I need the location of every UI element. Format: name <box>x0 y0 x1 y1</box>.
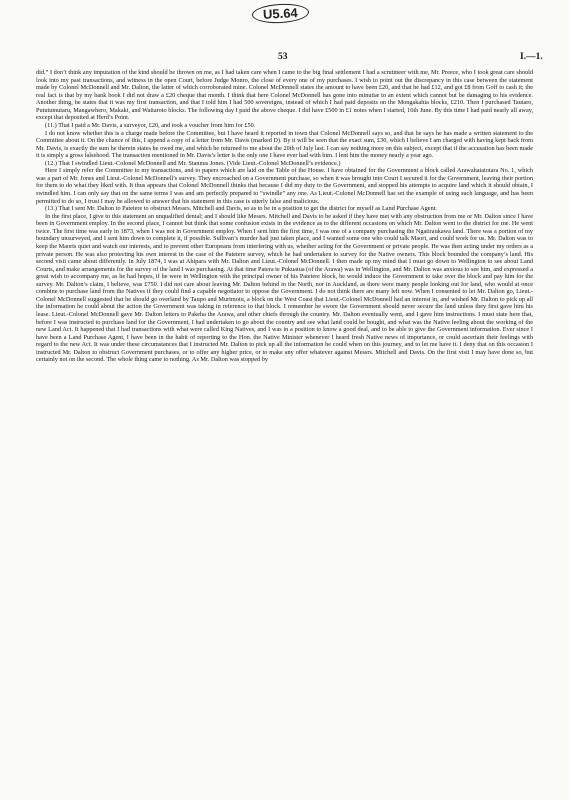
handwritten-reference-stamp: U5.64 <box>252 3 310 25</box>
paragraph: (13.) That I sent Mr. Dalton to Patetere to obstruct Messrs. Mitchell and Davis, so as to be in a position to get the district for myself as Land Purchase Agent. <box>45 205 437 213</box>
body-text <box>36 69 533 364</box>
paragraph: In the first place, I give to this statement an unqualified denial; and I should like Messrs. Mitchell and Davis to be asked if they have met with any obstruction from me or Mr. Dalton since I have been in Government employ. In the second place, I cannot but think that some confusion exists in the evidence as to the different occasions on which Mr. Dalton went to the district for me. He went twice. The first time was early in 1873, when I was not in Government employ. When I sent him the first time, I was one of a company purchasing the Ngatiraukawa land. There was a portion of my boundary unsurveyed, and I sent him down to complete it, if possible. Sullivan’s murder had just taken place, and I wanted some one who could talk Maori, and could work for us. Mr. Dalton was to keep the Maoris quiet and watch our interests, and to prevent other Europeans from interfering with us, whether acting for the Government or private people. He was then acting under my orders as a private person. He was also protecting his own interest in the case of the Patetere survey, which he had undertaken to survey for the Native owners. This block bounded the company’s land. His second visit came about differently. In July 1874, I was at Ahipara with Mr. Dalton and Lieut.-Colonel McDonnell. I then made up my mind that I must go down to Wellington to see about Land Courts, and make arrangements for the survey of the land I was purchasing. At that time Patera te Pukuatua (of the Arawa) was in Wellington, and Mr. Dalton was anxious to see him, and expressed a great wish to accompany me, as he had hopes, if he were in Wellington with the principal owner of his Patetere block, he would induce the Government to take over the block and pay him for the survey. Mr. Dalton’s claim, I believe, was £750. I did not care about leaving Mr. Dalton behind in the North, nor in Auckland, as there were many people looking out for land, who would at once combine to purchase land from the Natives if they could find a capable negotiator to oppose the Government. I do not think there are many left now. When I consented to let Mr. Dalton go, Lieut.-Colonel McDonnell suggested that he should go overland by Taupo and Murimotu, a block on the West Coast that Lieut.-Colonel McDonnell had an interest in, and wished Mr. Dalton to pick up all the information he could about the action the Government was taking in reference to that block. I remember he swore the Government should never secure the land unless they first gave him his lease. Lieut.-Colonel McDonnell gave Mr. Dalton letters to Pakeha the Arawa, and other chiefs through the country. Mr. Dalton eventually went, and I gave him instructions. I must state here that, before I was instructed to purchase land for the Government, I had undertaken to go about the country and see what land could be bought, and what was the Native feeling about the working of the new Land Act. It happened that I had transactions with what were called King Natives, and I was in a position to know a good deal, and to be able to give the Government information. Ever since I have been a Land Purchase Agent, I have been in the habit of reporting to the Hon. the Native Minister whenever I heard fresh Native news of importance, or could ascertain their feelings with regard to the new Act. It was under these circumstances that I instructed Mr. Dalton to pick up all the information he could when on this journey, and to let me have it. I deny that on this occasion I instructed Mr. Dalton to obstruct Government purchases, or to offer any higher price, or to make any offer whatever against Messrs. Mitchell and Davis. On the first visit I may have done so, but certainly not on the second. The whole thing came to nothing. As Mr. Dalton was stopped by <box>36 212 533 364</box>
page-number: 53 <box>278 52 288 62</box>
paragraph: did.” I don’t think any imputation of the kind should be thrown on me, as I had taken care when I came to the big final settlement I had a scrutineer with me, Mr. Preece, who I took great care should look into my past transactions, and witness in the open Court, before Judge Monro, the close of every one of my purchases. I wish to point out the discrepancy in this case between the statement made by Colonel McDonnell and Mr. Dalton, the latter of which corroborated mine. Colonel McDonnell states the amount to have been £20, and that he had £12, and got £8 from Goff to cash it; the real fact is that by my bank book I did not draw a £20 cheque that month. I think that here Colonel McDonnell has gone into minutiæ to an extent which cannot but be damaging to his evidence. Another thing, he states that it was my first transaction, and that I told him I had 500 sovereigns, instead of which I had paid deposits on the Mongakahia blocks, £210. Then I purchased Tautaro, Pututumutaru, Mangawhero, Makaki, and Waitaroto blocks. The following day I paid the above cheque. I did have £500 in £1 notes when I started, 16th June. By this time I had paid nearly all away, except that deposited at Herd’s Point. <box>36 69 533 122</box>
paragraph: (11.) That I paid a Mr. Davis, a surveyor, £20, and took a voucher from him for £50. <box>45 121 256 129</box>
paragraph: (12.) That I swindled Lieut.-Colonel McDonnell and Mr. Stannus Jones. (Vide Lieut.-Colonel McDonnell’s evidence.) <box>45 159 341 167</box>
paragraph: I do not know whether this is a charge made before the Committee, but I have heard it reported in town that Colonel McDonnell says so, and that he says he has made a written statement to the Committee about it. On the chance of this, I append a copy of a letter from Mr. Davis (marked D). By it will be seen that the exact sum, £30, which I believe I am charged with having kept back from Mr. Davis, is exactly the sum he therein states he owed me, and which he returned to me about the 20th of July last. I can say nothing more on this subject, except that if the accusation has been made it is simply a gross falsehood. The transaction mentioned in Mr. Davis’s letter is the only one I have ever had with him. I lent him the money nearly a year ago. <box>36 129 533 160</box>
section-reference: I.—1. <box>520 52 543 62</box>
paragraph: Here I simply refer the Committee to my transactions, and to papers which are laid on the Table of the House. I have obtained for the Government a block called Arawahatatotara No. 1, which was a part of Mr. Jones and Lieut.-Colonel McDonnell’s survey. They encroached on a Government purchase, so when it was brought into Court I secured it for the Government, leaving their portion for them to do what they liked with. It thus appears that Colonel McDonnell thinks that because I did my duty to the Government, and stopped his attempts to acquire land which it should obtain, I swindled him. I can only say that on the same terms I was and am perfectly prepared to “swindle” any one. As Lieut.-Colonel McDonnell has set the example of using such language, and has been permitted to do so, I trust I may be allowed to answer that his statement in this case is utterly false and malicious. <box>36 167 533 205</box>
